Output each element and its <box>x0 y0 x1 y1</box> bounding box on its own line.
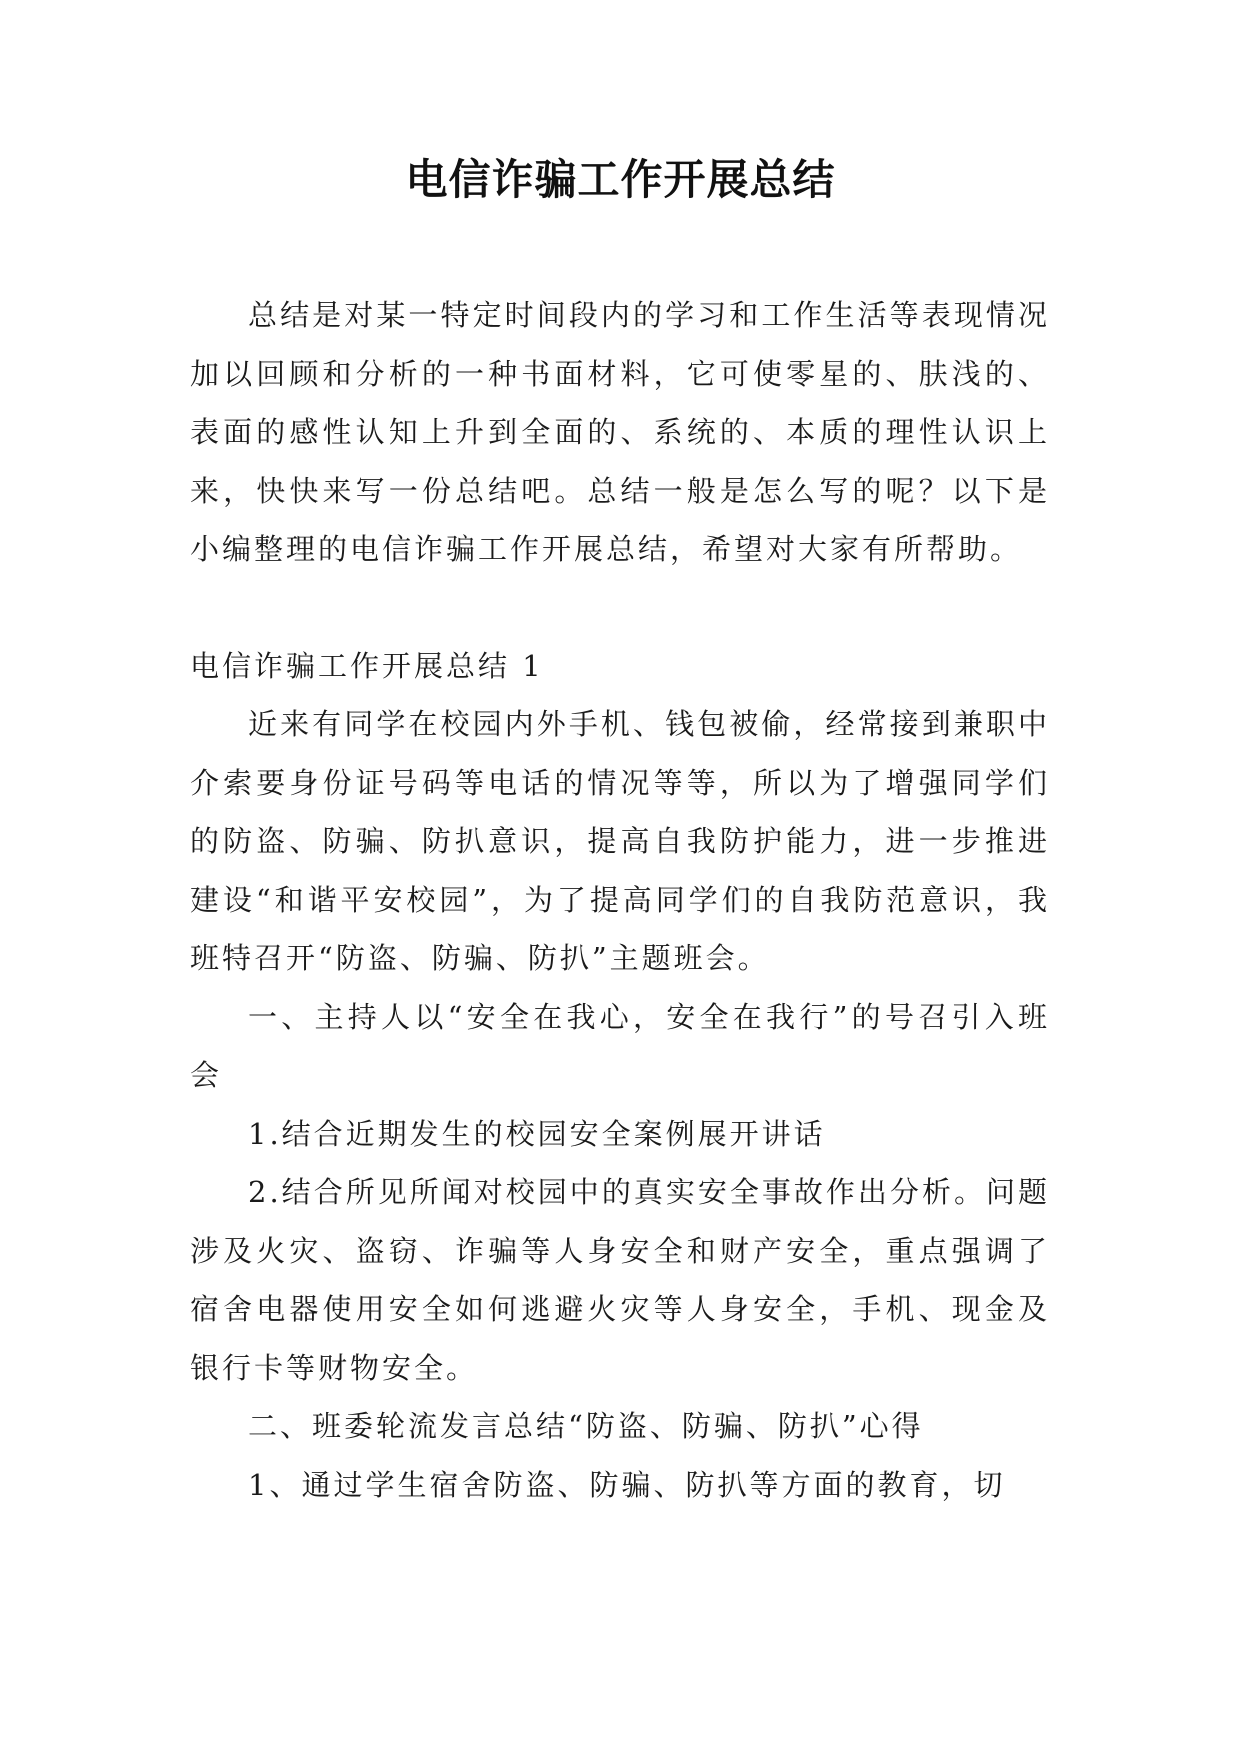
body-paragraph: 1、通过学生宿舍防盗、防骗、防扒等方面的教育，切 <box>248 1467 1006 1502</box>
body-paragraph: 近来有同学在校园内外手机、钱包被偷，经常接到兼职中介索要身份证号码等电话的情况等等，所以为了增强同学们的防盗、防骗、防扒意识，提高自我防护能力，进一步推进建设“和谐平安校园”，为了提高同学们的自我防范意识，我班特召开“防盗、防骗、防扒”主题班会。 <box>190 707 1050 975</box>
body-paragraph: 1.结合近期发生的校园安全案例展开讲话 <box>248 1116 826 1151</box>
document-title: 电信诈骗工作开展总结 <box>405 155 836 204</box>
paragraph-gap <box>190 579 1050 637</box>
body-paragraph: 一、主持人以“安全在我心，安全在我行”的号召引入班会 <box>190 999 1050 1092</box>
document-body <box>190 286 1050 1514</box>
body-paragraph: 2.结合所见所闻对校园中的真实安全事故作出分析。问题涉及火灾、盗窃、诈骗等人身安全和财产安全，重点强调了宿舍电器使用安全如何逃避火灾等人身安全，手机、现金及银行卡等财物安全。 <box>190 1175 1050 1385</box>
intro-paragraph: 总结是对某一特定时间段内的学习和工作生活等表现情况加以回顾和分析的一种书面材料，它可使零星的、肤浅的、表面的感性认知上升到全面的、系统的、本质的理性认识上来，快快来写一份总结吧。总结一般是怎么写的呢？以下是小编整理的电信诈骗工作开展总结，希望对大家有所帮助。 <box>190 298 1050 566</box>
body-paragraph: 二、班委轮流发言总结“防盗、防骗、防扒”心得 <box>248 1409 924 1443</box>
section-heading: 电信诈骗工作开展总结 1 <box>190 648 544 683</box>
